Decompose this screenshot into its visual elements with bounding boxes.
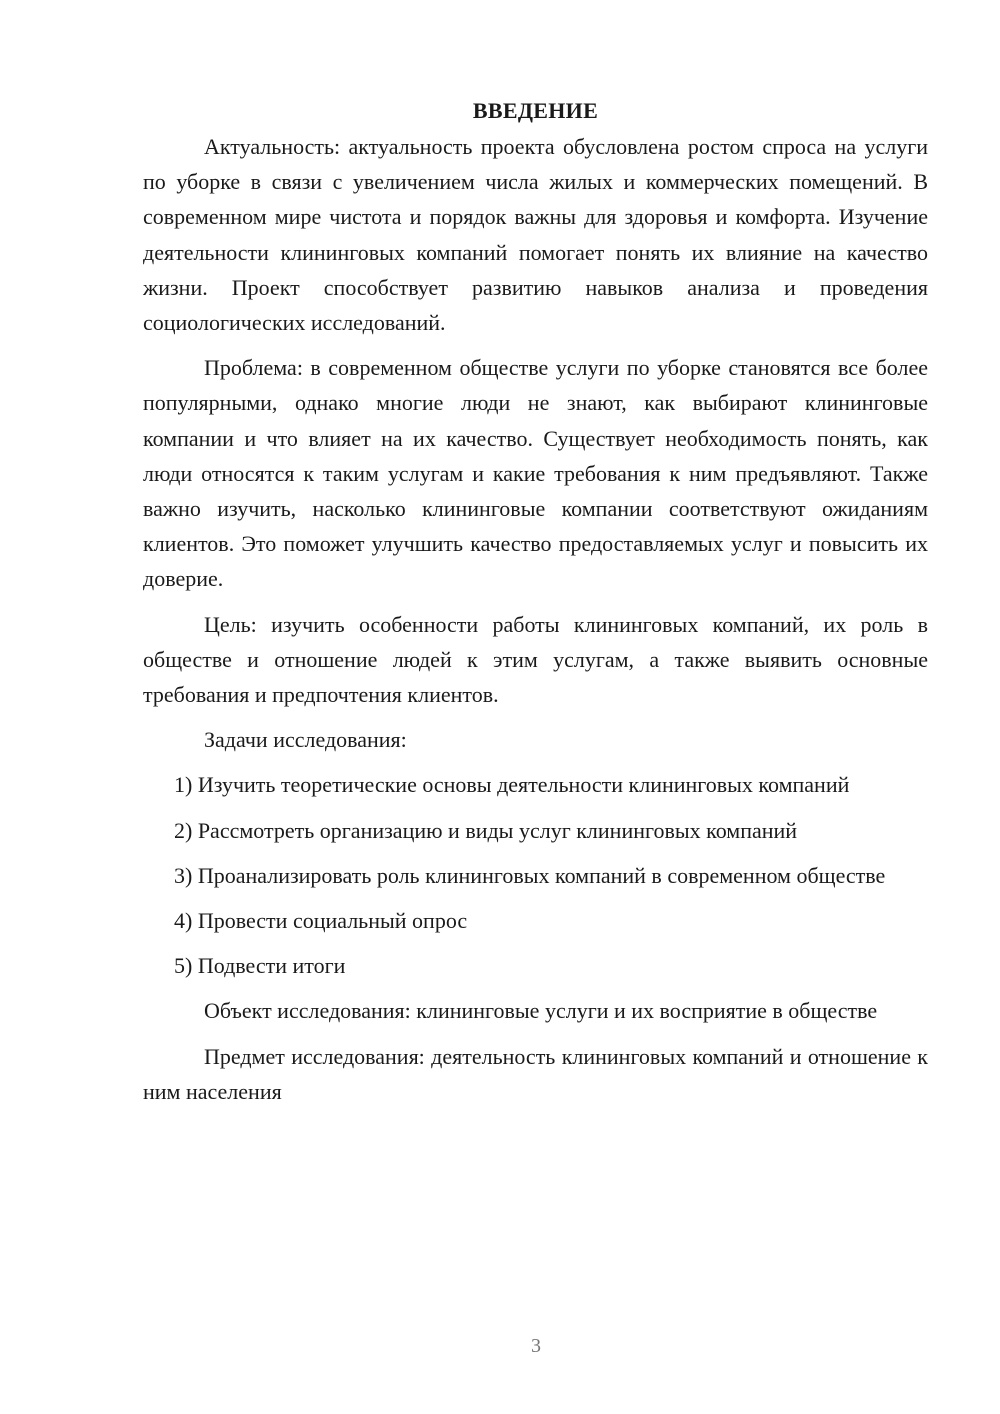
page-number: 3 [531,1335,541,1357]
paragraph-goal: Цель: изучить особенности работы клининговых компаний, их роль в обществе и отношение людей к этим услугам, а также выявить основные требования и предпочтения клиентов. [143,611,928,708]
task-item-3: 3) Проанализировать роль клининговых компаний в современном обществе [174,862,886,888]
page-title: ВВЕДЕНИЕ [472,98,599,123]
tasks-list [143,767,928,983]
paragraph-problem: Проблема: в современном обществе услуги по уборке становятся все более популярными, однако многие люди не знают, как выбирают клининговые компании и что влияет на их качество. Существует необходимость понять, как люди относятся к таким услугам и какие требования к ним предъявляют. Также важно изучить, насколько клининговые компании соответствуют ожиданиям клиентов. Это поможет улучшить качество предоставляемых услуг и повысить их доверие. [143,355,928,592]
task-item-5: 5) Подвести итоги [174,953,346,979]
tasks-heading: Задачи исследования: [204,727,407,753]
paragraph-relevance: Актуальность: актуальность проекта обусловлена ростом спроса на услуги по уборке в связи с увеличением числа жилых и коммерческих помещений. В современном мире чистота и порядок важны для здоровья и комфорта. Изучение деятельности клининговых компаний помогает понять их влияние на качество жизни. Проект способствует развитию навыков анализа и проведения социологических исследований. [143,134,928,336]
task-item-2: 2) Рассмотреть организацию и виды услуг клининговых компаний [174,817,798,843]
paragraph-subject: Предмет исследования: деятельность клининговых компаний и отношение к ним населения [143,1043,928,1104]
task-item-1: 1) Изучить теоретические основы деятельности клининговых компаний [174,772,850,798]
document-page [143,95,928,1119]
paragraph-object: Объект исследования: клининговые услуги и их восприятие в обществе [204,998,878,1024]
task-item-4: 4) Провести социальный опрос [174,908,468,934]
